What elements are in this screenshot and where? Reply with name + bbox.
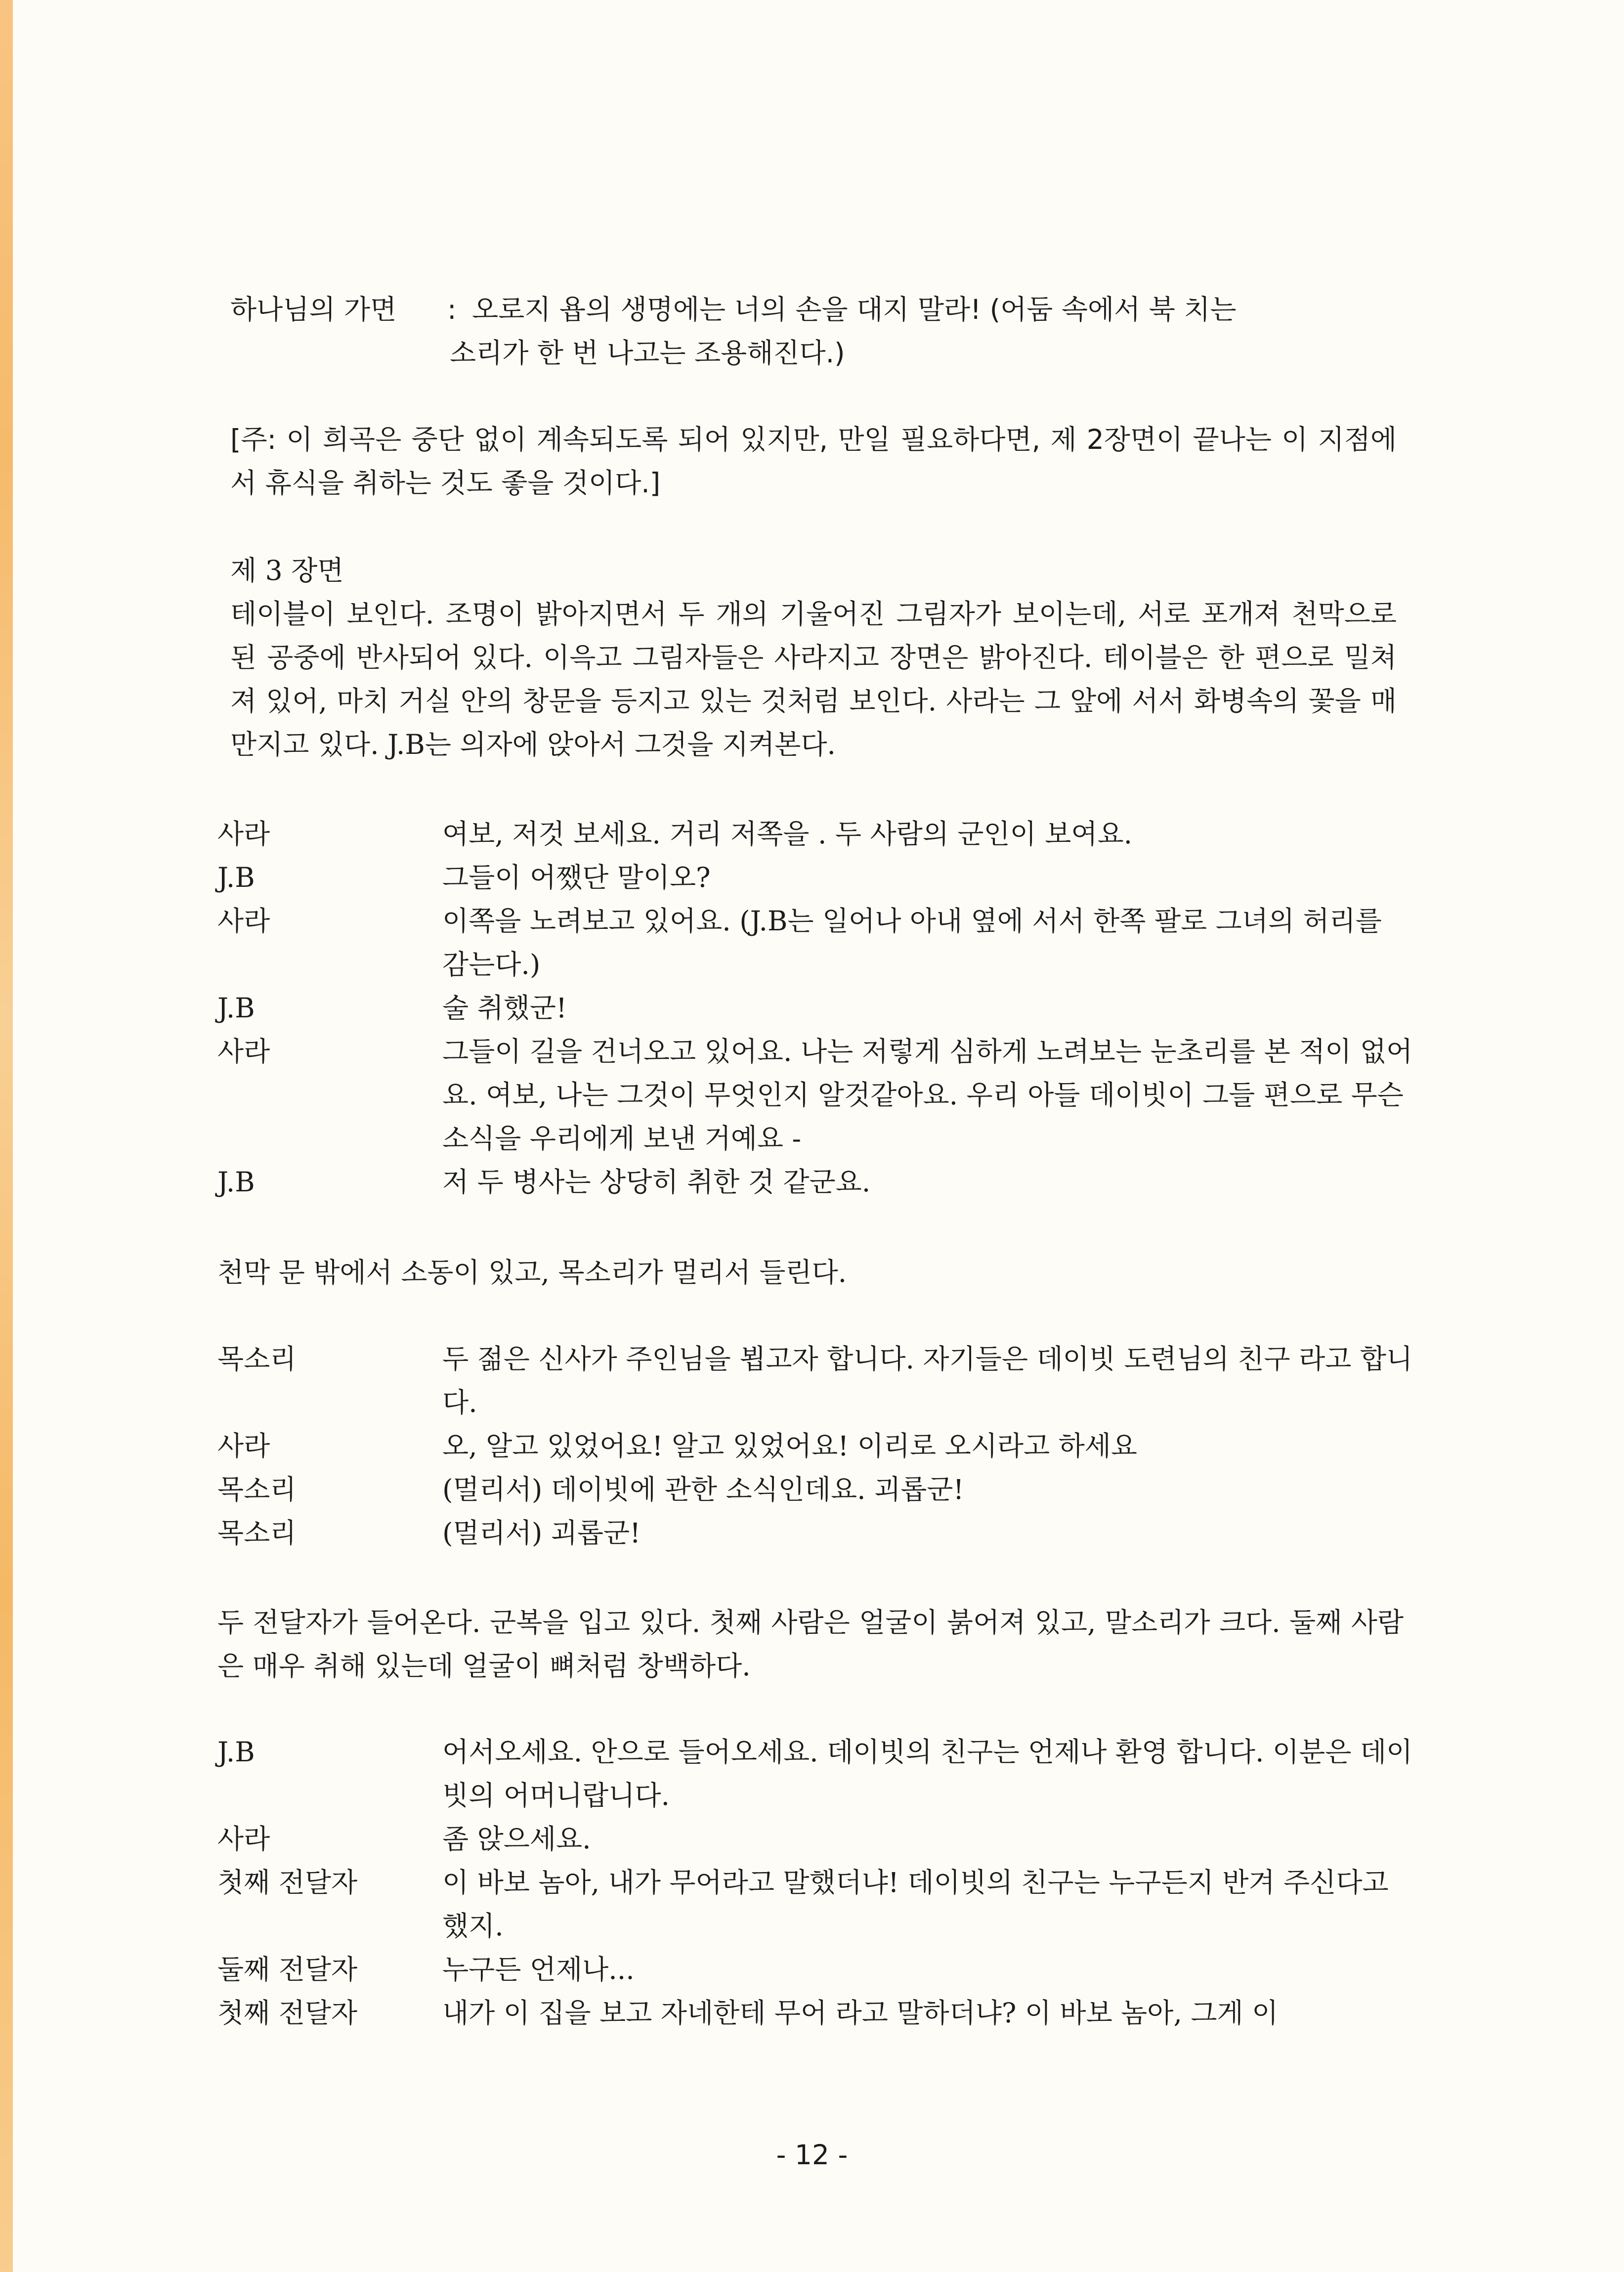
colon: :	[447, 294, 457, 325]
mask-line-2: 소리가 한 번 나고는 조용해진다.)	[450, 337, 845, 369]
scene-heading: 제 3 장면	[230, 555, 344, 586]
speaker: J.B	[217, 862, 255, 893]
mask-line-1: 오로지 욥의 생명에는 너의 손을 대지 말라! (어둠 속에서 북 치는	[472, 294, 1237, 325]
line: 두 젊은 신사가 주인님을 뵙고자 합니다. 자기들은 데이빗 도련님의 친구 라고 합니다.	[442, 1343, 1413, 1418]
line: 그들이 길을 건너오고 있어요. 나는 저렇게 심하게 노려보는 눈초리를 본 적이 없어요. 여보, 나는 그것이 무엇인지 알것같아요. 우리 아들 데이빗이 그들 편으로 무슨 소식을 우리에게 보낸 거예요 -	[442, 1036, 1413, 1154]
dialogue-row	[217, 1948, 1413, 1991]
speaker: 목소리	[217, 1517, 297, 1549]
dialogue-block-3	[217, 1730, 1413, 2035]
dialogue-row	[217, 1991, 1413, 2035]
speaker: J.B	[217, 1166, 255, 1198]
scene-description: 테이블이 보인다. 조명이 밝아지면서 두 개의 기울어진 그림자가 보이는데, 서로 포개져 천막으로 된 공중에 반사되어 있다. 이윽고 그림자들은 사라지고 장면은 밝아진다. 테이블은 한 편으로 밀쳐져 있어, 마치 거실 안의 창문을 등지고 있는 것처럼 보인다. 사라는 그 앞에 서서 화병속의 꽃을 매만지고 있다. J.B는 의자에 앉아서 그것을 지켜본다.	[230, 598, 1397, 760]
editor-note: [주: 이 희곡은 중단 없이 계속되도록 되어 있지만, 만일 필요하다면, 제 2장면이 끝나는 이 지점에서 휴식을 취하는 것도 좋을 것이다.]	[230, 424, 1397, 499]
line: (멀리서) 괴롭군!	[442, 1517, 641, 1549]
speaker: 목소리	[217, 1474, 297, 1505]
dialogue-row	[217, 1730, 1413, 1817]
dialogue-row	[217, 856, 1413, 899]
dialogue-row	[217, 1861, 1413, 1948]
stage-direction-1: 천막 문 밖에서 소동이 있고, 목소리가 멀리서 들린다.	[217, 1257, 847, 1288]
speaker: 사라	[217, 818, 270, 850]
speaker: 목소리	[217, 1343, 297, 1375]
speaker: J.B	[217, 992, 255, 1024]
speaker: 첫째 전달자	[217, 1867, 358, 1898]
line: 술 취했군!	[442, 992, 567, 1024]
dialogue-row	[217, 1468, 1413, 1511]
speaker: J.B	[217, 1736, 255, 1768]
speaker: 사라	[217, 1823, 270, 1855]
speaker: 사라	[217, 905, 270, 937]
page-number: - 12 -	[776, 2139, 848, 2171]
line: 그들이 어쨌단 말이오?	[442, 862, 711, 893]
dialogue-row	[217, 1817, 1413, 1861]
line: 여보, 저것 보세요. 거리 저쪽을 . 두 사람의 군인이 보여요.	[442, 818, 1133, 850]
speaker-mask-of-god: 하나님의 가면	[230, 294, 397, 325]
dialogue-row	[217, 1424, 1413, 1468]
speaker: 사라	[217, 1036, 270, 1067]
speaker: 첫째 전달자	[217, 1997, 358, 2029]
dialogue-row	[217, 812, 1413, 856]
line: 오, 알고 있었어요! 알고 있었어요! 이리로 오시라고 하세요	[442, 1430, 1138, 1462]
line: 누구든 언제나...	[442, 1954, 635, 1985]
dialogue-row	[217, 1511, 1413, 1555]
line: 이 바보 놈아, 내가 무어라고 말했더냐! 데이빗의 친구는 누구든지 반겨 주신다고 했지.	[442, 1867, 1389, 1942]
stage-direction-2: 두 전달자가 들어온다. 군복을 입고 있다. 첫째 사람은 얼굴이 붉어져 있고, 말소리가 크다. 둘째 사람은 매우 취해 있는데 얼굴이 뼈처럼 창백하다.	[217, 1607, 1404, 1682]
dialogue-row	[217, 986, 1413, 1030]
dialogue-row	[217, 899, 1413, 986]
speaker: 사라	[217, 1430, 270, 1462]
line: 내가 이 집을 보고 자네한테 무어 라고 말하더냐? 이 바보 놈아, 그게 이	[442, 1997, 1279, 2029]
dialogue-block-2	[217, 1337, 1413, 1555]
speaker: 둘째 전달자	[217, 1954, 358, 1985]
dialogue-row	[217, 1160, 1413, 1204]
dialogue-row	[217, 1337, 1413, 1424]
line: (멀리서) 데이빗에 관한 소식인데요. 괴롭군!	[442, 1474, 964, 1505]
line: 저 두 병사는 상당히 취한 것 같군요.	[442, 1166, 871, 1198]
line: 이쪽을 노려보고 있어요. (J.B는 일어나 아내 옆에 서서 한쪽 팔로 그녀의 허리를 감는다.)	[442, 905, 1382, 980]
dialogue-block-1	[217, 812, 1413, 1204]
line: 어서오세요. 안으로 들어오세요. 데이빗의 친구는 언제나 환영 합니다. 이분은 데이빗의 어머니랍니다.	[442, 1736, 1413, 1811]
dialogue-row	[217, 1030, 1413, 1160]
line: 좀 앉으세요.	[442, 1823, 591, 1855]
